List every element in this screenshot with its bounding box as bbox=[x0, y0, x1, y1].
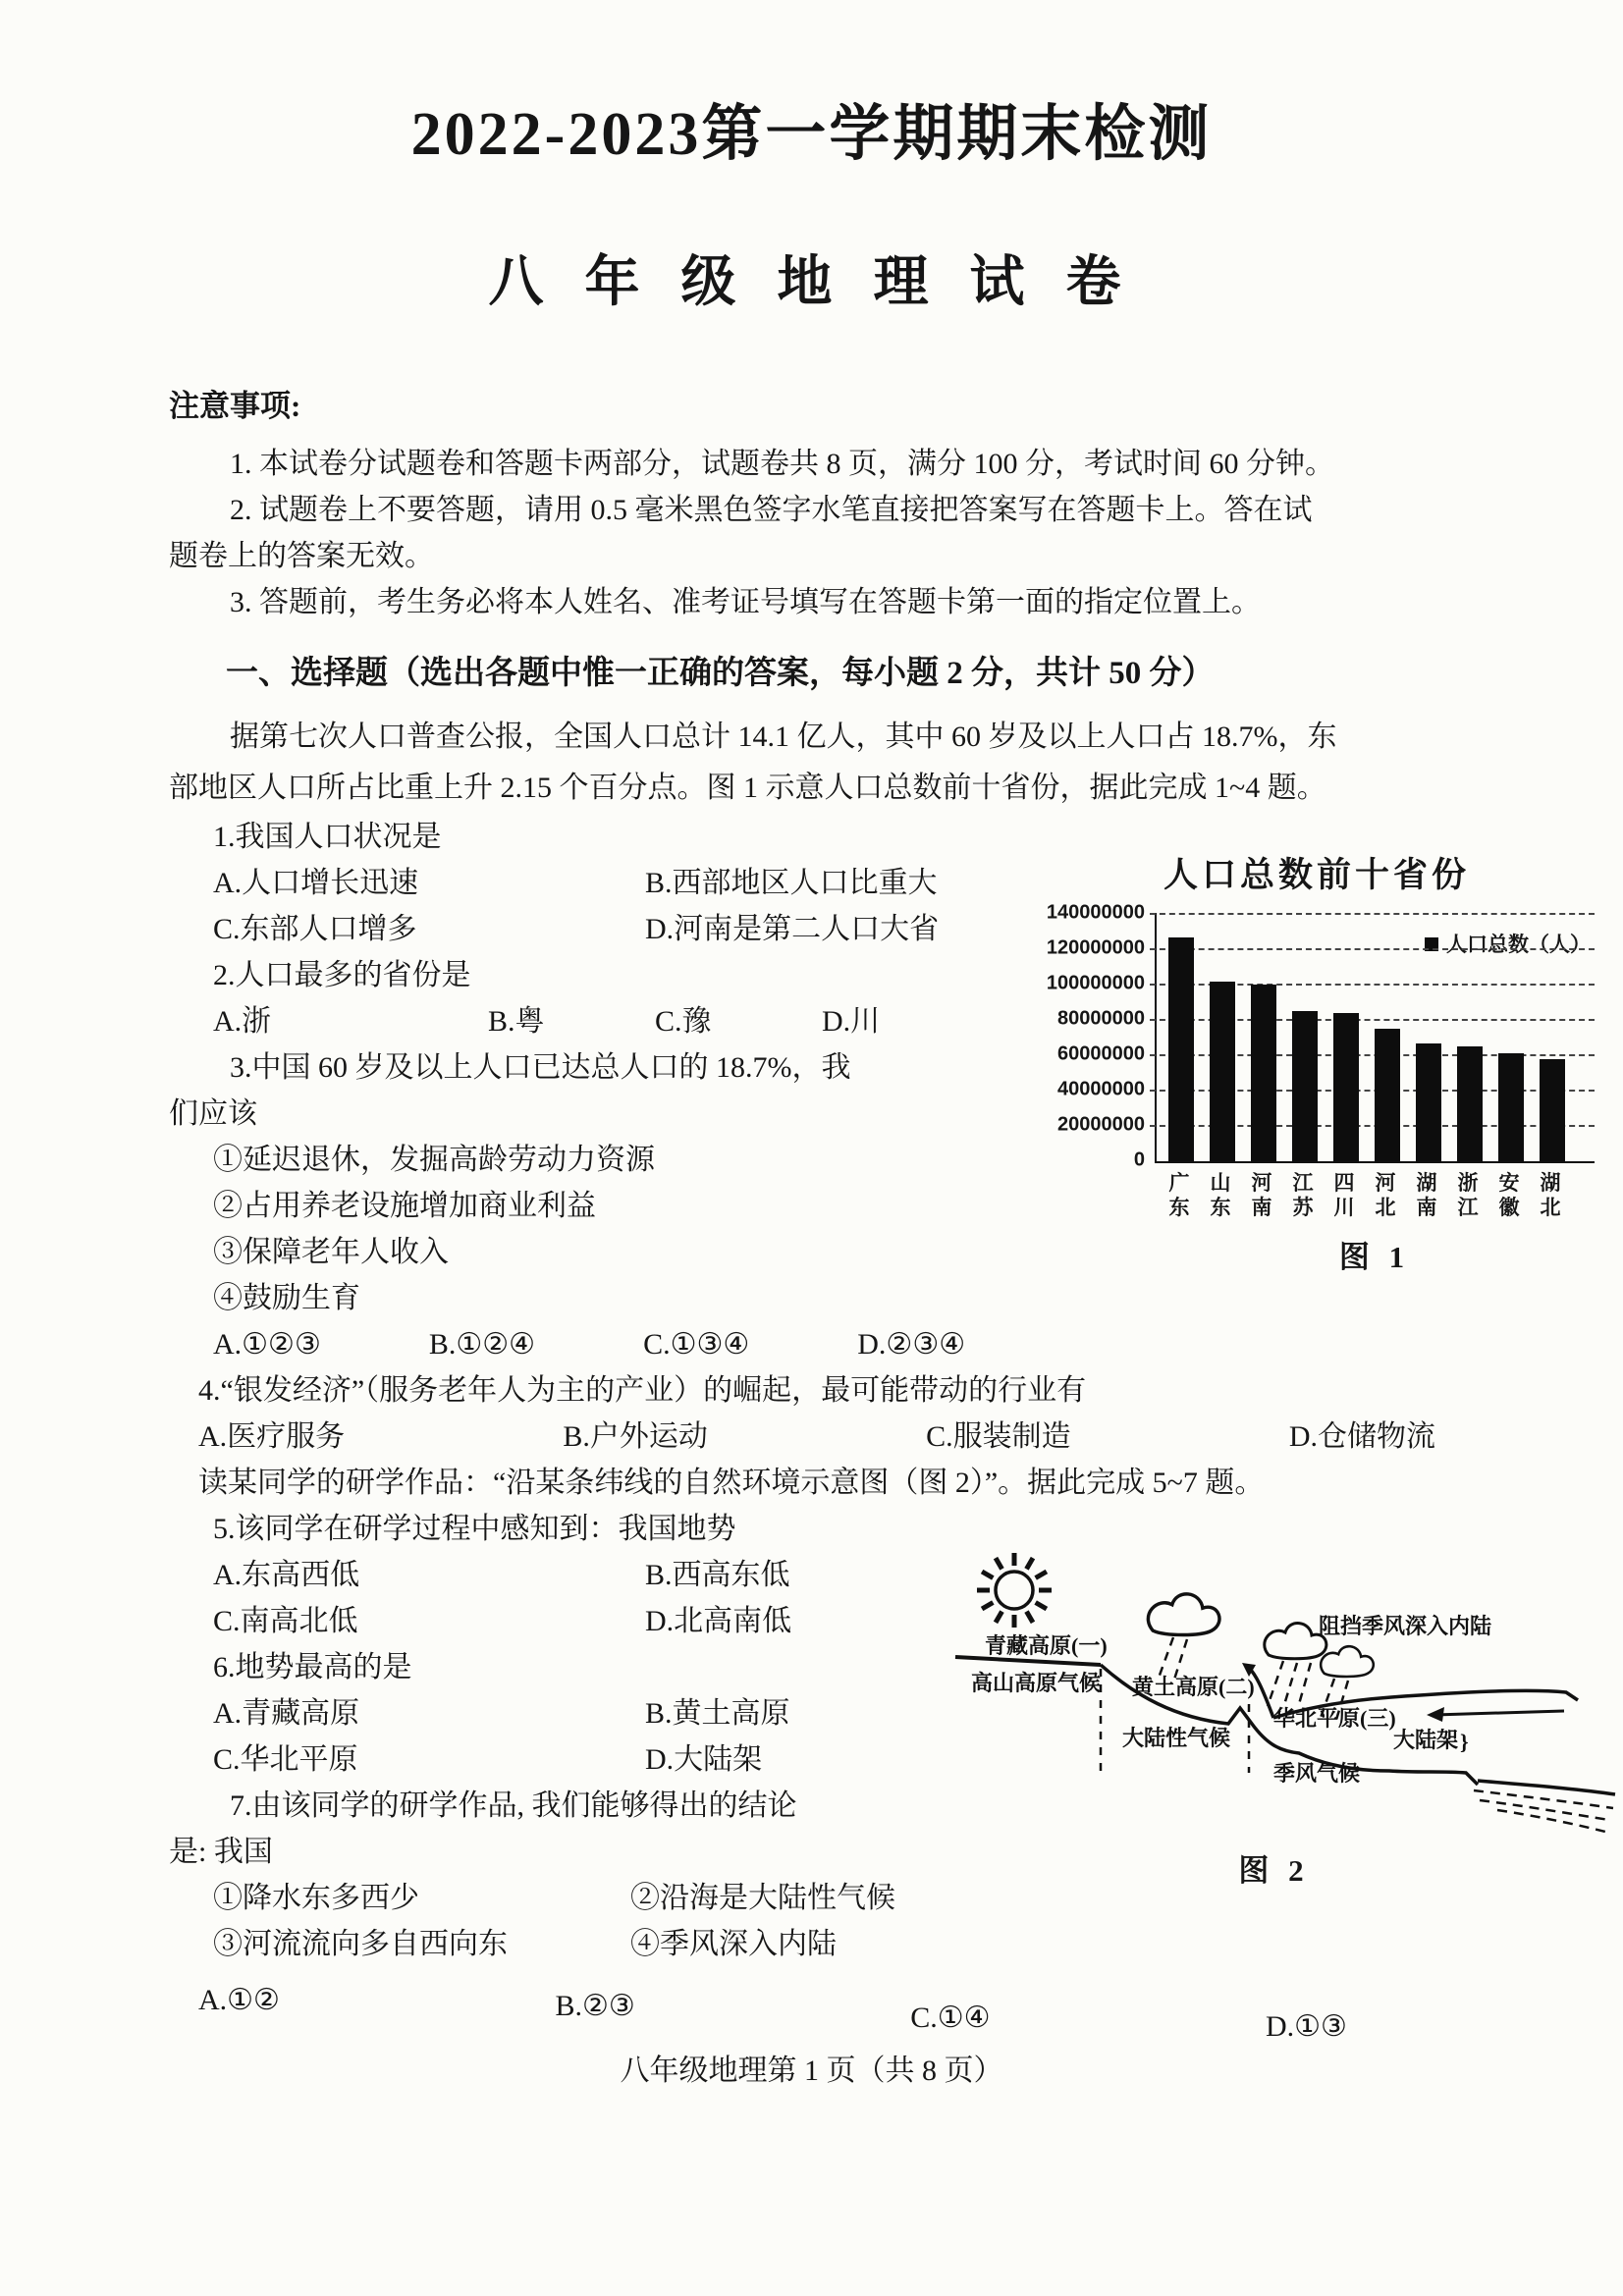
x-axis-tick-label: 河北 bbox=[1375, 1171, 1396, 1219]
question-1-stem: 1.我国人口状况是 bbox=[213, 821, 442, 853]
note-item-2-line1: 2. 试题卷上不要答题，请用 0.5 毫米黑色签字水笔直接把答案写在答题卡上。答在试 bbox=[230, 494, 1313, 526]
y-axis-tick-label: 0 bbox=[1133, 1148, 1145, 1171]
chart-bar bbox=[1540, 1059, 1565, 1161]
question-4-stem: 4.“银发经济”（服务老年人为主的产业）的崛起，最可能带动的行业有 bbox=[198, 1374, 1087, 1407]
chart-plot bbox=[1155, 913, 1595, 1163]
question-4-options bbox=[198, 1414, 1435, 1460]
fig2-label-shelf-brace: } bbox=[1460, 1730, 1469, 1754]
q5-option-c: C.南高北低 bbox=[213, 1605, 358, 1637]
q3-sub-item-2: ②占用养老设施增加商业利益 bbox=[213, 1190, 596, 1222]
fig2-label-annotation: 阻挡季风深入内陆 bbox=[1319, 1614, 1492, 1638]
fig2-label-plateau1: 青藏高原(一) bbox=[985, 1633, 1108, 1658]
chart-bar bbox=[1457, 1046, 1483, 1161]
chart-bar bbox=[1375, 1029, 1400, 1161]
page-subtitle: 八 年 级 地 理 试 卷 bbox=[488, 252, 1135, 313]
figure1-caption: 图 1 bbox=[1338, 1240, 1411, 1274]
q3-option-d: D.②③④ bbox=[857, 1328, 966, 1361]
q2-option-d: D.川 bbox=[822, 1005, 881, 1038]
question-7-stem-line1: 7.由该同学的研学作品, 我们能够得出的结论 bbox=[230, 1789, 797, 1822]
cloud-icon bbox=[1321, 1646, 1374, 1677]
q5-option-b: B.西高东低 bbox=[645, 1559, 790, 1591]
chart-legend bbox=[1425, 929, 1591, 958]
q3-option-a: A.①②③ bbox=[213, 1328, 321, 1361]
intro-line2: 部地区人口所占比重上升 2.15 个百分点。图 1 示意人口总数前十省份，据此完成 1~4 题。 bbox=[169, 772, 1326, 804]
population-bar-chart bbox=[1039, 848, 1595, 1276]
y-axis-tick-label: 40000000 bbox=[1057, 1078, 1145, 1100]
q1-option-a: A.人口增长迅速 bbox=[213, 867, 419, 899]
q4-option-b: B.户外运动 bbox=[563, 1420, 708, 1453]
q7-sub-item-4: ④季风深入内陆 bbox=[630, 1928, 837, 1960]
cloud-icon bbox=[1265, 1624, 1326, 1659]
note-item-1: 1. 本试卷分试题卷和答题卡两部分，试题卷共 8 页，满分 100 分，考试时间 60 分钟。 bbox=[230, 448, 1334, 480]
x-axis-tick-label: 湖北 bbox=[1540, 1171, 1561, 1219]
q5-option-a: A.东高西低 bbox=[213, 1559, 360, 1591]
q1-option-d: D.河南是第二人口大省 bbox=[645, 913, 940, 945]
q4-option-c: C.服装制造 bbox=[926, 1420, 1071, 1453]
q3-sub-item-4: ④鼓励生育 bbox=[213, 1282, 360, 1314]
y-axis-tick-label: 80000000 bbox=[1057, 1007, 1145, 1030]
x-axis-tick-label: 广东 bbox=[1168, 1171, 1190, 1219]
question-3-options bbox=[213, 1321, 1494, 1367]
x-axis-tick-label: 山东 bbox=[1210, 1171, 1231, 1219]
q2-option-a: A.浙 bbox=[213, 1005, 272, 1038]
q6-option-c: C.华北平原 bbox=[213, 1743, 358, 1776]
y-axis-tick-label: 20000000 bbox=[1057, 1113, 1145, 1136]
q3-sub-item-3: ③保障老年人收入 bbox=[213, 1236, 449, 1268]
gridline bbox=[1150, 913, 1595, 915]
gridline bbox=[1150, 948, 1595, 950]
legend-label: 人口总数（人） bbox=[1446, 933, 1591, 956]
q2-option-c: C.豫 bbox=[655, 1005, 712, 1038]
q6-option-d: D.大陆架 bbox=[645, 1743, 763, 1776]
fig2-label-plain3: 华北平原(三) bbox=[1273, 1706, 1396, 1731]
chart-bar bbox=[1416, 1043, 1441, 1161]
q6-option-a: A.青藏高原 bbox=[213, 1697, 360, 1730]
question-7-options bbox=[198, 1977, 1347, 2043]
fig2-label-climate2: 大陆性气候 bbox=[1122, 1726, 1231, 1750]
chart-bar bbox=[1333, 1013, 1359, 1161]
chart-bar bbox=[1251, 985, 1276, 1161]
q7-option-d: D.①③ bbox=[1266, 2010, 1347, 2043]
figure2-caption: 图 2 bbox=[1238, 1853, 1310, 1888]
q3-option-c: C.①③④ bbox=[643, 1328, 750, 1361]
q1-option-b: B.西部地区人口比重大 bbox=[645, 867, 938, 899]
x-axis-tick-label: 浙江 bbox=[1457, 1171, 1479, 1219]
question-5-stem: 5.该同学在研学过程中感知到：我国地势 bbox=[213, 1513, 736, 1545]
q7-option-b: B.②③ bbox=[555, 1990, 635, 2022]
question-7-stem-line2: 是: 我国 bbox=[169, 1836, 273, 1868]
fig2-label-plateau2: 黄土高原(二) bbox=[1132, 1675, 1255, 1699]
page-footer: 八年级地理第 1 页（共 8 页） bbox=[620, 2055, 1003, 2087]
chart-bar bbox=[1168, 937, 1194, 1161]
notes-heading: 注意事项: bbox=[169, 389, 301, 423]
q7-option-c: C.①④ bbox=[910, 2002, 991, 2034]
question-7-sub-items bbox=[213, 1875, 959, 1967]
cloud-icon bbox=[1148, 1594, 1219, 1635]
question-2-options bbox=[213, 998, 959, 1044]
q5-option-d: D.北高南低 bbox=[645, 1605, 792, 1637]
intro-line1: 据第七次人口普查公报，全国人口总计 14.1 亿人，其中 60 岁及以上人口占 18.7%，东 bbox=[230, 721, 1337, 753]
note-item-3: 3. 答题前，考生务必将本人姓名、准考证号填写在答题卡第一面的指定位置上。 bbox=[230, 586, 1261, 618]
chart-x-axis-labels bbox=[1155, 1163, 1595, 1228]
question-3-stem-line1: 3.中国 60 岁及以上人口已达总人口的 18.7%，我 bbox=[230, 1051, 851, 1084]
y-axis-tick-label: 140000000 bbox=[1046, 901, 1145, 924]
fig2-label-climate1: 高山高原气候 bbox=[971, 1671, 1102, 1695]
q3-option-b: B.①②④ bbox=[428, 1328, 536, 1361]
q2-option-b: B.粤 bbox=[488, 1005, 545, 1038]
chart-area bbox=[1039, 901, 1595, 1171]
x-axis-tick-label: 四川 bbox=[1333, 1171, 1355, 1219]
chart-bar bbox=[1210, 982, 1235, 1161]
passage-2: 读某同学的研学作品：“沿某条纬线的自然环境示意图（图 2）”。据此完成 5~7 题。 bbox=[198, 1467, 1265, 1499]
q7-sub-item-3: ③河流流向多自西向东 bbox=[213, 1928, 508, 1960]
y-axis-tick-label: 100000000 bbox=[1046, 972, 1145, 994]
q4-option-a: A.医疗服务 bbox=[198, 1420, 346, 1453]
question-2-stem: 2.人口最多的省份是 bbox=[213, 959, 471, 991]
x-axis-tick-label: 江苏 bbox=[1292, 1171, 1314, 1219]
x-axis-tick-label: 湖南 bbox=[1416, 1171, 1437, 1219]
page-title: 2022-2023第一学期期末检测 bbox=[410, 101, 1213, 168]
q4-option-d: D.仓储物流 bbox=[1288, 1420, 1435, 1453]
q7-option-a: A.①② bbox=[198, 1984, 280, 2016]
note-item-2-line2: 题卷上的答案无效。 bbox=[169, 540, 434, 572]
chart-title: 人口总数前十省份 bbox=[1163, 856, 1470, 894]
q1-option-c: C.东部人口增多 bbox=[213, 913, 417, 945]
q3-sub-item-1: ①延迟退休，发掘高龄劳动力资源 bbox=[213, 1144, 655, 1176]
chart-bar bbox=[1292, 1011, 1318, 1161]
question-1-options bbox=[213, 860, 1057, 952]
sun-icon bbox=[977, 1553, 1052, 1628]
q7-sub-item-1: ①降水东多西少 bbox=[213, 1882, 419, 1914]
q6-option-b: B.黄土高原 bbox=[645, 1697, 790, 1730]
y-axis-tick-label: 120000000 bbox=[1046, 936, 1145, 959]
question-6-stem: 6.地势最高的是 bbox=[213, 1651, 412, 1683]
chart-bar bbox=[1498, 1053, 1524, 1161]
terrain-diagram bbox=[928, 1537, 1620, 1843]
fig2-label-shelf: 大陆架 bbox=[1393, 1728, 1459, 1752]
chart-y-axis bbox=[1039, 901, 1155, 1171]
fig2-label-climate3: 季风气候 bbox=[1273, 1761, 1361, 1786]
y-axis-tick-label: 60000000 bbox=[1057, 1042, 1145, 1065]
x-axis-tick-label: 安徽 bbox=[1498, 1171, 1520, 1219]
terrain-diagram-svg bbox=[928, 1537, 1620, 1843]
x-axis-tick-label: 河南 bbox=[1251, 1171, 1272, 1219]
question-3-stem-line2: 们应该 bbox=[169, 1097, 257, 1130]
q7-sub-item-2: ②沿海是大陆性气候 bbox=[630, 1882, 895, 1914]
section-heading: 一、选择题（选出各题中惟一正确的答案，每小题 2 分，共计 50 分） bbox=[226, 656, 1215, 691]
